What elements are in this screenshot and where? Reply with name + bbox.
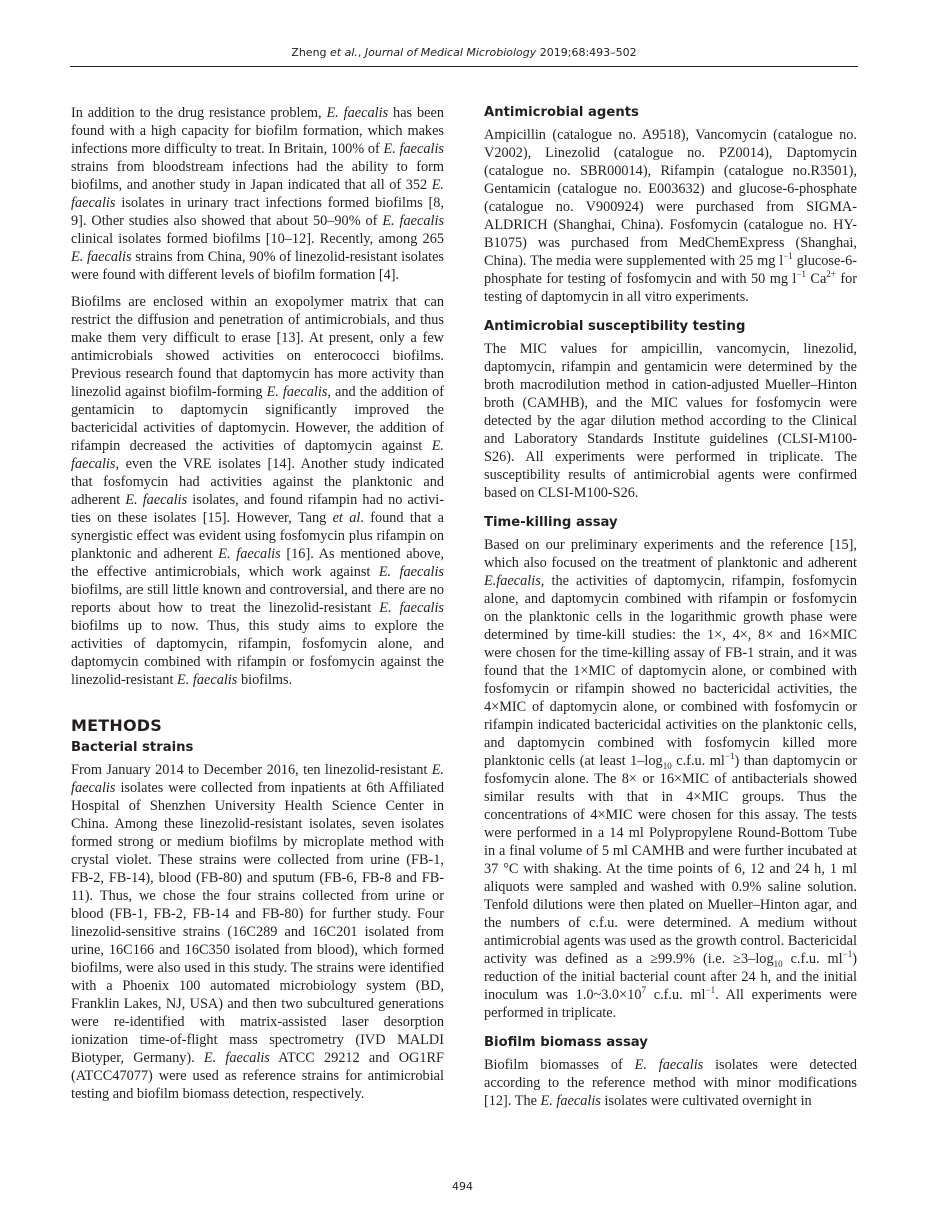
text-span: Ca bbox=[805, 271, 827, 287]
superscript: −1 bbox=[783, 251, 793, 262]
text-span: isolates were cultivated overnight in bbox=[600, 1093, 812, 1109]
journal-citation: 2019;68:493–502 bbox=[536, 46, 637, 59]
superscript: −1 bbox=[796, 269, 806, 280]
subscript: 10 bbox=[662, 760, 672, 771]
text-span: isolates were detected according to the reference method with minor modifications [12]. The bbox=[484, 1057, 858, 1109]
species-name: E. faecalis bbox=[125, 492, 188, 508]
subheading-biofilm-biomass-assay: Biofilm biomass assay bbox=[484, 1035, 648, 1050]
intro-paragraph-2 bbox=[71, 293, 444, 689]
intro-paragraph-1 bbox=[71, 104, 444, 284]
text-span: From January 2014 to December 2016, ten linezolid-resistant bbox=[71, 762, 432, 778]
species-name: E. faecalis bbox=[203, 1050, 270, 1066]
text-span: . All experiments were performed in triplicate. bbox=[484, 987, 857, 1021]
subheading-bacterial-strains: Bacterial strains bbox=[71, 740, 194, 755]
subheading-antimicrobial-agents: Antimicrobial agents bbox=[484, 105, 639, 120]
text-span: Ampicillin (catalogue no. A9518), Vancomycin (catalogue no. V2002), Linezolid (catalogue no. PZ0014), Daptomycin (catalogue no. SBR00014), Rifampin (catalogue no.R3501), Gentamicin (catalogue no. E003632) and glucose-6-phosphate (catalogue no. V900924) were purchased from SIGMA-ALDRICH (Shanghai, China). Fosfomycin (catalogue no. HY-B1075) was purchased from MedChemExpress (Shanghai, China). The media were supplemented with 25 mg l bbox=[484, 127, 857, 269]
text-span: ATCC 29212 and OG1RF (ATCC47077) were used as reference strains for antimicrobial testing and biofilm biomass detection, respectively. bbox=[71, 1050, 444, 1102]
text-span: strains from bloodstream infections had the ability to form biofilms, and another study in Japan indicated that all of 352 bbox=[71, 159, 444, 193]
text-span: Based on our preliminary experiments and the reference [15], which also focused on the treatment of planktonic and adherent bbox=[484, 537, 857, 571]
species-name: E. faecalis bbox=[379, 600, 444, 616]
journal-name: Journal of Medical Microbiology bbox=[364, 46, 537, 59]
text-span: . found that a synergistic effect was evident using fosfomycin plus rifampin on planktonic and adherent bbox=[71, 510, 445, 562]
header-rule bbox=[70, 66, 858, 67]
superscript: −1 bbox=[842, 949, 853, 960]
text-span: isolates were collected from inpatients at 6th Affiliated Hospital of Shenzhen University Health Science Center in China. Among these linezolid-resistant isolates, seven isolates formed strong or medium biofilms by microplate method with crystal violet. These strains were collected from urine (FB-1, FB-2, FB-14), blood (FB-80) and sputum (FB-6, FB-8 and FB-11). Thus, we chose the four strains collected from urine or blood (FB-1, FB-2, FB-14 and FB-80) for further study. Four linezolid-sensitive strains (16C289 and 16C201 isolated from urine, 16C166 and 16C350 isolated from blood), which formed biofilms, were also used in this study. The strains were identified with a Phoenix 100 automated microbiology system (BD, Franklin Lakes, NJ, USA) and then two subcultured generations were re-identified with matrix-assisted laser desorption ionization time-of-flight mass spectrometry (IVD MALDI Biotyper, Germany). bbox=[71, 780, 444, 1066]
right-column bbox=[484, 104, 857, 1119]
species-name: E.faecalis, bbox=[484, 573, 545, 589]
species-name: E. faecalis bbox=[71, 249, 132, 265]
text-span: clinical isolates formed biofilms [10–12]. Recently, among 265 bbox=[71, 231, 444, 247]
species-name: E. faecalis bbox=[326, 105, 389, 121]
species-name: E. faecalis bbox=[382, 213, 445, 229]
text-span: Biofilm biomasses of bbox=[484, 1057, 635, 1073]
superscript: −1 bbox=[705, 985, 716, 996]
species-name: E. faecalis bbox=[266, 384, 328, 400]
biofilm-biomass-paragraph bbox=[484, 1056, 857, 1110]
subscript: 10 bbox=[773, 958, 783, 969]
header-comma: , bbox=[357, 46, 362, 59]
text-span: glucose-6-phosphate for testing of fosfomycin and with 50 mg l bbox=[484, 253, 857, 287]
species-name: E. faecalis bbox=[634, 1057, 704, 1073]
header-et-al: et al. bbox=[330, 46, 358, 59]
time-killing-paragraph bbox=[484, 536, 857, 1022]
text-span: isolates in urinary tract infections formed biofilms [8, 9]. Other studies also showed that about 50–90% of bbox=[71, 195, 444, 229]
header-authors: Zheng bbox=[291, 46, 331, 59]
section-heading-methods: METHODS bbox=[71, 716, 162, 735]
species-name: E. faecalis bbox=[71, 177, 444, 211]
text-span: the activities of daptomycin, rifampin, fosfomycin alone, and daptomycin combined with rifampin or fosfomycin on the planktonic cells in the logarithmic growth phase were determined by time-kill studies: the 1×, 4×, 8× and 16×MIC were chosen for the time-killing assay of FB-1 strain, and it was found that the 1×MIC of daptomycin alone, or combined with fosfomycin or rifampin showed no bactericidal activities, the 4×MIC of daptomycin alone, or combined with fosfomycin or rifampin indicated bactericidal activities on the planktonic cells, and daptomycin combined with fosfomycin killed more planktonic cells (at least 1–log bbox=[484, 573, 857, 769]
text-span: even the VRE isolates [14]. Another study indicated that fosfomycin had activities against the planktonic and adherent bbox=[71, 456, 444, 508]
text-span: isolates, and found rifampin had no activities on these isolates [15]. However, Tang bbox=[71, 492, 444, 526]
text-span: has been found with a high capacity for biofilm formation, which makes infections more difficulty to treat. In Britain, 100% of bbox=[71, 105, 444, 157]
superscript: 2+ bbox=[826, 269, 836, 280]
text-span: c.f.u. ml bbox=[671, 753, 725, 769]
et-al: et al bbox=[332, 510, 361, 526]
left-column bbox=[71, 104, 444, 1112]
superscript: 7 bbox=[641, 985, 647, 996]
species-name: E. faecalis bbox=[383, 141, 444, 157]
running-header bbox=[70, 46, 858, 59]
page-number: 494 bbox=[452, 1180, 473, 1193]
species-name: E. faecalis bbox=[378, 564, 444, 580]
species-name: E. faecalis bbox=[177, 672, 238, 688]
text-span: ) reduction of the initial bacterial count after 24 h, and the initial inoculum was 1.0~3.0×10 bbox=[484, 951, 857, 1003]
subheading-time-killing-assay: Time-killing assay bbox=[484, 515, 618, 530]
text-span: Biofilms are enclosed within an exopolymer matrix that can restrict the diffusion and penetration of antimicrobials, and thus make them very difficult to erase [13]. At present, only a few antimicrobials showed activities on enterococci biofilms. Previous research found that daptomycin has more activity than linezolid against biofilm-forming bbox=[71, 294, 444, 400]
text-span: for testing of daptomycin in all vitro experiments. bbox=[484, 271, 857, 305]
text-span: c.f.u. ml bbox=[782, 951, 843, 967]
bacterial-strains-paragraph bbox=[71, 761, 444, 1103]
text-span: , and the addition of gentamicin to daptomycin significantly improved the bactericidal activities of daptomycin. However, the addition of rifampin decreased the activities of daptomycin against bbox=[71, 384, 444, 454]
text-span: biofilms. bbox=[237, 672, 293, 688]
species-name: E. faecalis bbox=[540, 1093, 601, 1109]
text-span: In addition to the drug resistance problem, bbox=[71, 105, 327, 121]
text-span: ) than daptomycin or fosfomycin alone. The 8× or 16×MIC of antibacterials showed similar results with that in 4×MIC groups. Thus the concentrations of 4×MIC were chosen for this assay. The tests were performed in a 14 ml Polypropylene Round-Bottom Tube in a final volume of 5 ml CAMHB and were further incubated at 37 °C with shaking. At the time points of 6, 12 and 24 h, 1 ml aliquots were sampled and washed with 0.9% saline solution. Tenfold dilutions were then plated on Mueller–Hinton agar, and the numbers of c.f.u. were determined. A medium without antimicrobial agents was used as the growth control. Bactericidal activity was defined as a ≥99.9% (i.e. ≥3–log bbox=[484, 753, 857, 967]
antimicrobial-agents-paragraph bbox=[484, 126, 857, 306]
species-name: E. faecalis, bbox=[71, 438, 444, 472]
species-name: E. faecalis bbox=[218, 546, 281, 562]
susceptibility-testing-paragraph: The MIC values for ampicillin, vancomycin, linezolid, daptomycin, rifampin and gentamicin were determined by the broth macrodilution method in cation-adjusted Mueller–Hinton broth (CAMHB), and the MIC values for fosfomycin were detected by the agar dilution method according to the Clinical and Laboratory Standards Institute guidelines (CLSI-M100-S26). All experiments were performed in triplicate. The susceptibility results of antimicrobial agents were confirmed based on CLSI-M100-S26. bbox=[484, 341, 857, 501]
text-span: biofilms, are still little known and controversial, and there are no reports about how to treat the linezolid-resistant bbox=[71, 582, 444, 616]
text-span: c.f.u. ml bbox=[646, 987, 706, 1003]
superscript: −1 bbox=[724, 751, 735, 762]
text-span: biofilms up to now. Thus, this study aims to explore the activities of daptomycin, rifampin, fosfomycin alone, and daptomycin combined with rifampin or fosfomycin against the linezolid-resistant bbox=[71, 618, 444, 688]
species-name: E. faecalis bbox=[71, 762, 444, 796]
text-span: strains from China, 90% of linezolid-resistant isolates were found with different levels of biofilm formation [4]. bbox=[71, 249, 444, 283]
subheading-susceptibility-testing: Antimicrobial susceptibility testing bbox=[484, 319, 746, 334]
text-span: [16]. As mentioned above, the effective antimicrobials, which work against bbox=[71, 546, 444, 580]
